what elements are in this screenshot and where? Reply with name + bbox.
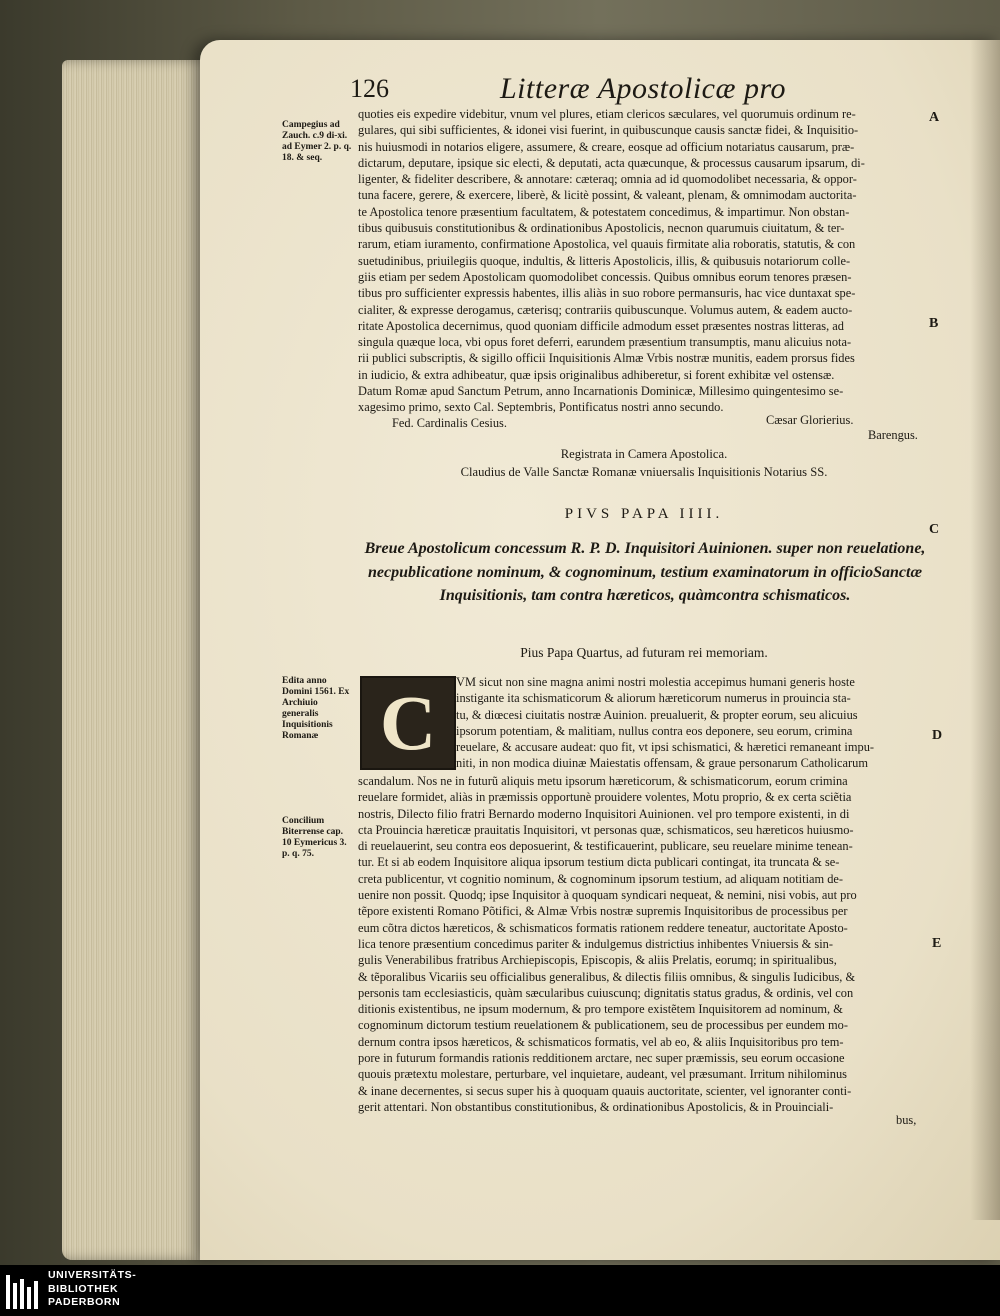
marginal-note: Concilium Biterrense cap. 10 Eymericus 3. p. q. 75. [282,816,347,859]
text-line: pore in futurum formandis rationis redditionem arctare, nec super præmissis, seu eorum occasione [358,1051,845,1066]
text-line: uenire non possit. Quodq; ipse Inquisitor à quoquam syndicari nequeat, & nemini, nisi vobis, aut pro [358,888,857,903]
text-line: quoties eis expedire videbitur, vnum vel plures, etiam clericos sæculares, vel quorumuis ordinum re- [358,107,856,121]
notary-line: Claudius de Valle Sanctæ Romanæ vniuersalis Inquisitionis Notarius SS. [460,465,828,479]
margin-marker-b: B [929,316,939,331]
running-title: Litteræ Apostolicæ pro [500,72,787,105]
text-line: nostris, Dilecto filio fratri Bernardo moderno Inquisitori Auinionen. vel pro tempore existenti, in di [358,806,850,821]
library-footer [0,1265,1000,1316]
text-line: niti, in non modica diuinæ Maiestatis offensam, & graue personarum Catholicarum [456,756,869,771]
text-line: tibus pro sufficienter expressis habentes, illis aliàs in suo robore permansuris, hac vice duntaxat spe- [358,286,856,301]
text-line: giis etiam per sedem Apostolicam quomodolibet concessis. Quibus omnibus eorum tenores præsen- [358,269,852,284]
text-line: lica tenore præsentium concedimus pariter & indulgemus districtius inhibentes Vniuersis & sin- [358,936,834,951]
text-line: creta publicentur, vt cognitio nominum, & cognominum ipsorum testium, ad aliquam notitiam de- [358,871,844,886]
text-line: te Apostolica tenore præsentium facultatem, & potestatem concedimus, & impartimur. Non obstan- [358,204,850,219]
text-line: tẽpore existenti Romano Põtifici, & Almæ Vrbis nostræ supremis Inquisitoribus de processibus per [358,904,848,919]
text-line: suetudinibus, priuilegiis quoque, indultis, & litteris Apostolicis, illis, & quibusuis notariorum colle- [358,253,851,268]
library-name-line: BIBLIOTHEK [48,1282,119,1295]
text-line: gulis Venerabilibus fratribus Archiepiscopis, Episcopis, & aliis Prelatis, eorumq; in spiritualibus, [358,953,837,968]
page-gutter-shadow [970,40,1000,1220]
marginal-note: Edita anno Domini 1561. Ex Archiuio generalis Inquisitionis Romanæ [282,676,350,741]
opening-paragraph [456,674,930,772]
text-line: ligenter, & fideliter describere, & annotare: cæteraq; omnia ad id quomodolibet necessaria, & oppor- [358,172,857,187]
text-line: & tẽporalibus Vicariis seu officialibus generalibus, & dilectis filiis omnibus, & singulis Iudicibus, & [358,969,856,984]
breve-title-line: publicatione nominum, & cognominum, testium examinatorum in officio [391,563,874,581]
text-line: reuelare, & accusare audeat: quo fit, vt ipsi schismatici, & hæretici remaneant impu- [456,740,875,755]
text-line: nis huiusmodi in notarios eligere, assumere, & creare, eosque ad officium notariatus causarum, præ- [358,139,855,154]
text-line: ritate Apostolica decernimus, quod quoniam difficile admodum esset præsentes nostras litteras, ad [358,318,844,333]
signature-right: Cæsar Glorierius. [766,413,854,427]
marginal-note: Campegius ad Zauch. c.9 di-xi. ad Eymer 2. p. q. 18. & seq. [282,120,352,163]
text-line: dictarum, deputare, ipsique sic electi, & deputati, acta quæcunque, & processus causarum ipsarum, di- [358,155,865,170]
signature-left: Fed. Cardinalis Cesius. [392,416,507,430]
margin-marker-a: A [929,110,940,125]
main-paragraph [358,773,930,1115]
registration-line: Registrata in Camera Apostolica. [560,447,728,461]
breve-title [345,537,945,608]
text-line: in iudicio, & extra adhibeatur, quæ ipsis originalibus adhiberetur, si forent exhibitæ vel ostensæ. [358,367,835,382]
decorated-initial [360,676,456,770]
text-line: quouis prætextu molestare, perturbare, vel inquietare, audeant, vel præsumant. Irritum nihilominus [358,1067,847,1082]
text-line: tibus quibusuis constitutionibus & ordinationibus Apostolicis, necnon quarumuis ciuitatum, & ter- [358,221,845,236]
text-line: cognominum dictorum testium reuelationem & publicationem, seu de processibus per eundem mo- [358,1018,849,1033]
text-line: scandalum. Nos ne in futurũ aliquis metu ipsorum hæreticorum, & schismaticorum, eorum crimina [358,774,848,788]
text-line: Datum Romæ apud Sanctum Petrum, anno Incarnationis Dominicæ, Millesimo quingentesimo se- [358,384,844,399]
text-line: gerit attentari. Non obstantibus constitutionibus, & ordinationibus Apostolicis, & in Prouinciali- [358,1099,834,1114]
breve-title-line: Sanctæ Inquisitionis, tam contra hæreticos, quàm [439,563,923,604]
text-line: eum cõtra dictos hæreticos, & schismaticos formatis rationem reddere teneatur, auctoritate Aposto- [358,920,848,935]
text-line: gulares, qui sibi sufficientes, & idonei visi fuerint, in quibuscunque causis sanctæ fidei, & Inquisitio- [358,123,859,138]
library-logo-icon [6,1275,42,1309]
text-line: & inane decernentes, si secus super his à quoquam quauis auctoritate, scienter, vel ignoranter conti- [358,1083,852,1098]
margin-marker-c: C [929,522,940,537]
text-line: cialiter, & expresse derogamus, cæterisq; contrariis quibuscunque. Volumus autem, & eadem aucto- [358,302,853,317]
margin-marker-e: E [932,936,942,951]
text-line: di reuelauerint, seu contra eos deposuerint, & testificauerint, publicare, seu reuelare minime tenean- [358,839,853,854]
text-line: tu, & diœcesi ciuitatis nostræ Auinion. preualuerit, & propter eorum, seu alicuius [456,707,858,722]
text-line: tuna facere, gerere, & exercere, liberè, & licitè possint, & valeant, plenam, & omnimodam auctorita- [358,188,857,203]
text-line: tur. Et si ab eodem Inquisitore aliqua ipsorum testium dicta publicari contingat, ita truncata & se- [358,855,840,870]
text-line: cta Prouincia hæreticæ prauitatis Inquisitori, vt personas quæ, schismaticos, seu hæreticos huiusmo- [358,822,854,837]
text-line: ipsorum potentiam, & malitiam, nullus contra eos deponere, seu eorum, crimina [456,723,853,738]
initial-letter: C [379,679,437,766]
text-line: personis tam ecclesiasticis, quàm sæcularibus cuiuscunq; dignitatis status gradus, & ordinis, vel con [358,985,854,1000]
catchword: bus, [896,1113,917,1127]
salutation: Pius Papa Quartus, ad futuram rei memoriam. [520,645,768,660]
text-line: VM sicut non sine magna animi nostri molestia accepimus humani generis hoste [456,675,855,689]
library-name [48,1269,136,1310]
text-line: singula quæque loca, vbi opus foret deferri, earundem præsentium transumptis, manu alicuius nota- [358,335,852,350]
section-heading: PIVS PAPA IIII. [564,506,724,522]
text-line: instigante ita schismaticorum & aliorum hæreticorum numerus in prouincia sta- [456,691,851,706]
breve-title-line: contra schismaticos. [716,587,851,604]
breve-title-line: Breue Apostolicum concessum R. P. D. Inquisitori Auinionen. super non reuelatione, nec [364,540,926,581]
top-text-block [358,106,930,416]
text-line: rarum, etiam iuramento, confirmatione Apostolica, vel quauis firmitate alia roboratis, statutis, & con [358,237,856,252]
book-page-edges [62,60,212,1260]
text-line: rii publici subscriptis, & sigillo officii Inquisitionis Almæ Vrbis nostræ munitis, eadem prorsus fides [358,351,855,366]
text-line: ditionis existentibus, ne ipsum modernum, & pro tempore existẽtem Inquisitorem ad nominum, & [358,1002,843,1017]
library-name-line: UNIVERSITÄTS- [48,1269,137,1281]
page-number: 126 [350,74,389,103]
text-line: dernum contra ipsos hæreticos, & schismaticos formatis, vel ab eo, & aliis Inquisitoribus pro tem- [358,1034,844,1049]
text-line: reuelare formidet, aliàs in præmissis opportunè prouidere volentes, Motu proprio, & ex certa sciẽtia [358,790,852,805]
signature-far-right: Barengus. [868,428,918,442]
library-name-line: PADERBORN [48,1296,121,1308]
margin-marker-d: D [932,728,943,743]
text-line: xagesimo primo, sexto Cal. Septembris, Pontificatus nostri anno secundo. [358,400,724,415]
